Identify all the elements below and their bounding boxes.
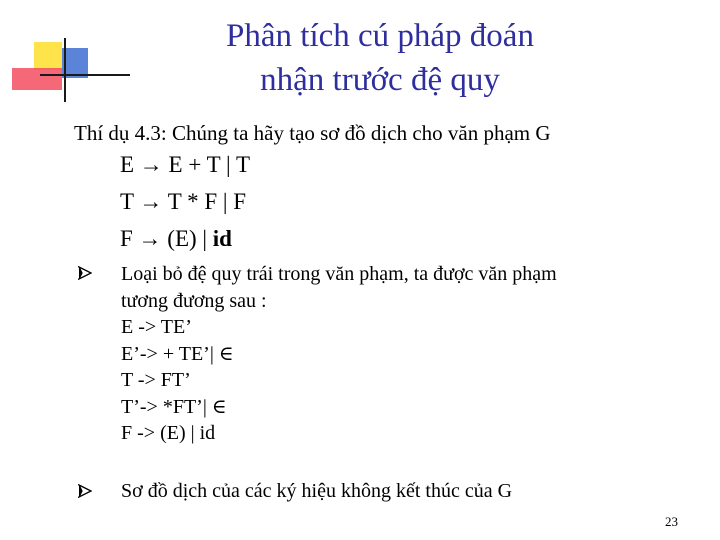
bullet-1-line-1: Loại bỏ đệ quy trái trong văn phạm, ta được văn phạm [121,263,557,285]
slide-title [150,14,610,102]
grammar-rule-1: E → E + T | T [120,152,251,177]
bullet-2-line: Sơ đồ dịch của các ký hiệu không kết thúc của G [121,480,513,502]
grammar-rule-2: T → T * F | F [120,189,247,214]
grammar-rule-3-id: id [212,226,232,251]
title-line-1: Phân tích cú pháp đoán [226,18,534,54]
bullet-2-content [121,478,512,505]
bullet-1-line-5: T -> FT’ [121,369,191,391]
corner-logo-icon [0,0,140,110]
bullet-1-content [121,261,557,447]
arrowhead-bullet-icon [78,484,92,498]
title-line-2: nhận trước đệ quy [260,62,500,98]
bullet-1-line-2: tương đương sau : [121,289,267,312]
arrowhead-bullet-icon [78,266,92,280]
bullet-1-line-7: F -> (E) | id [121,422,216,444]
bullet-1-line-3: E -> TE’ [121,316,192,338]
bullet-1-line-6: T’-> *FT’| ∈ [121,395,227,418]
grammar-rule-3 [120,224,232,254]
page-number: 23 [665,514,678,529]
intro-text: Thí dụ 4.3: Chúng ta hãy tạo sơ đồ dịch cho văn phạm G [74,121,551,145]
bullet-1-line-4: E’-> + TE’| ∈ [121,342,234,365]
grammar-rule-3-prefix: F → (E) | [120,226,213,251]
